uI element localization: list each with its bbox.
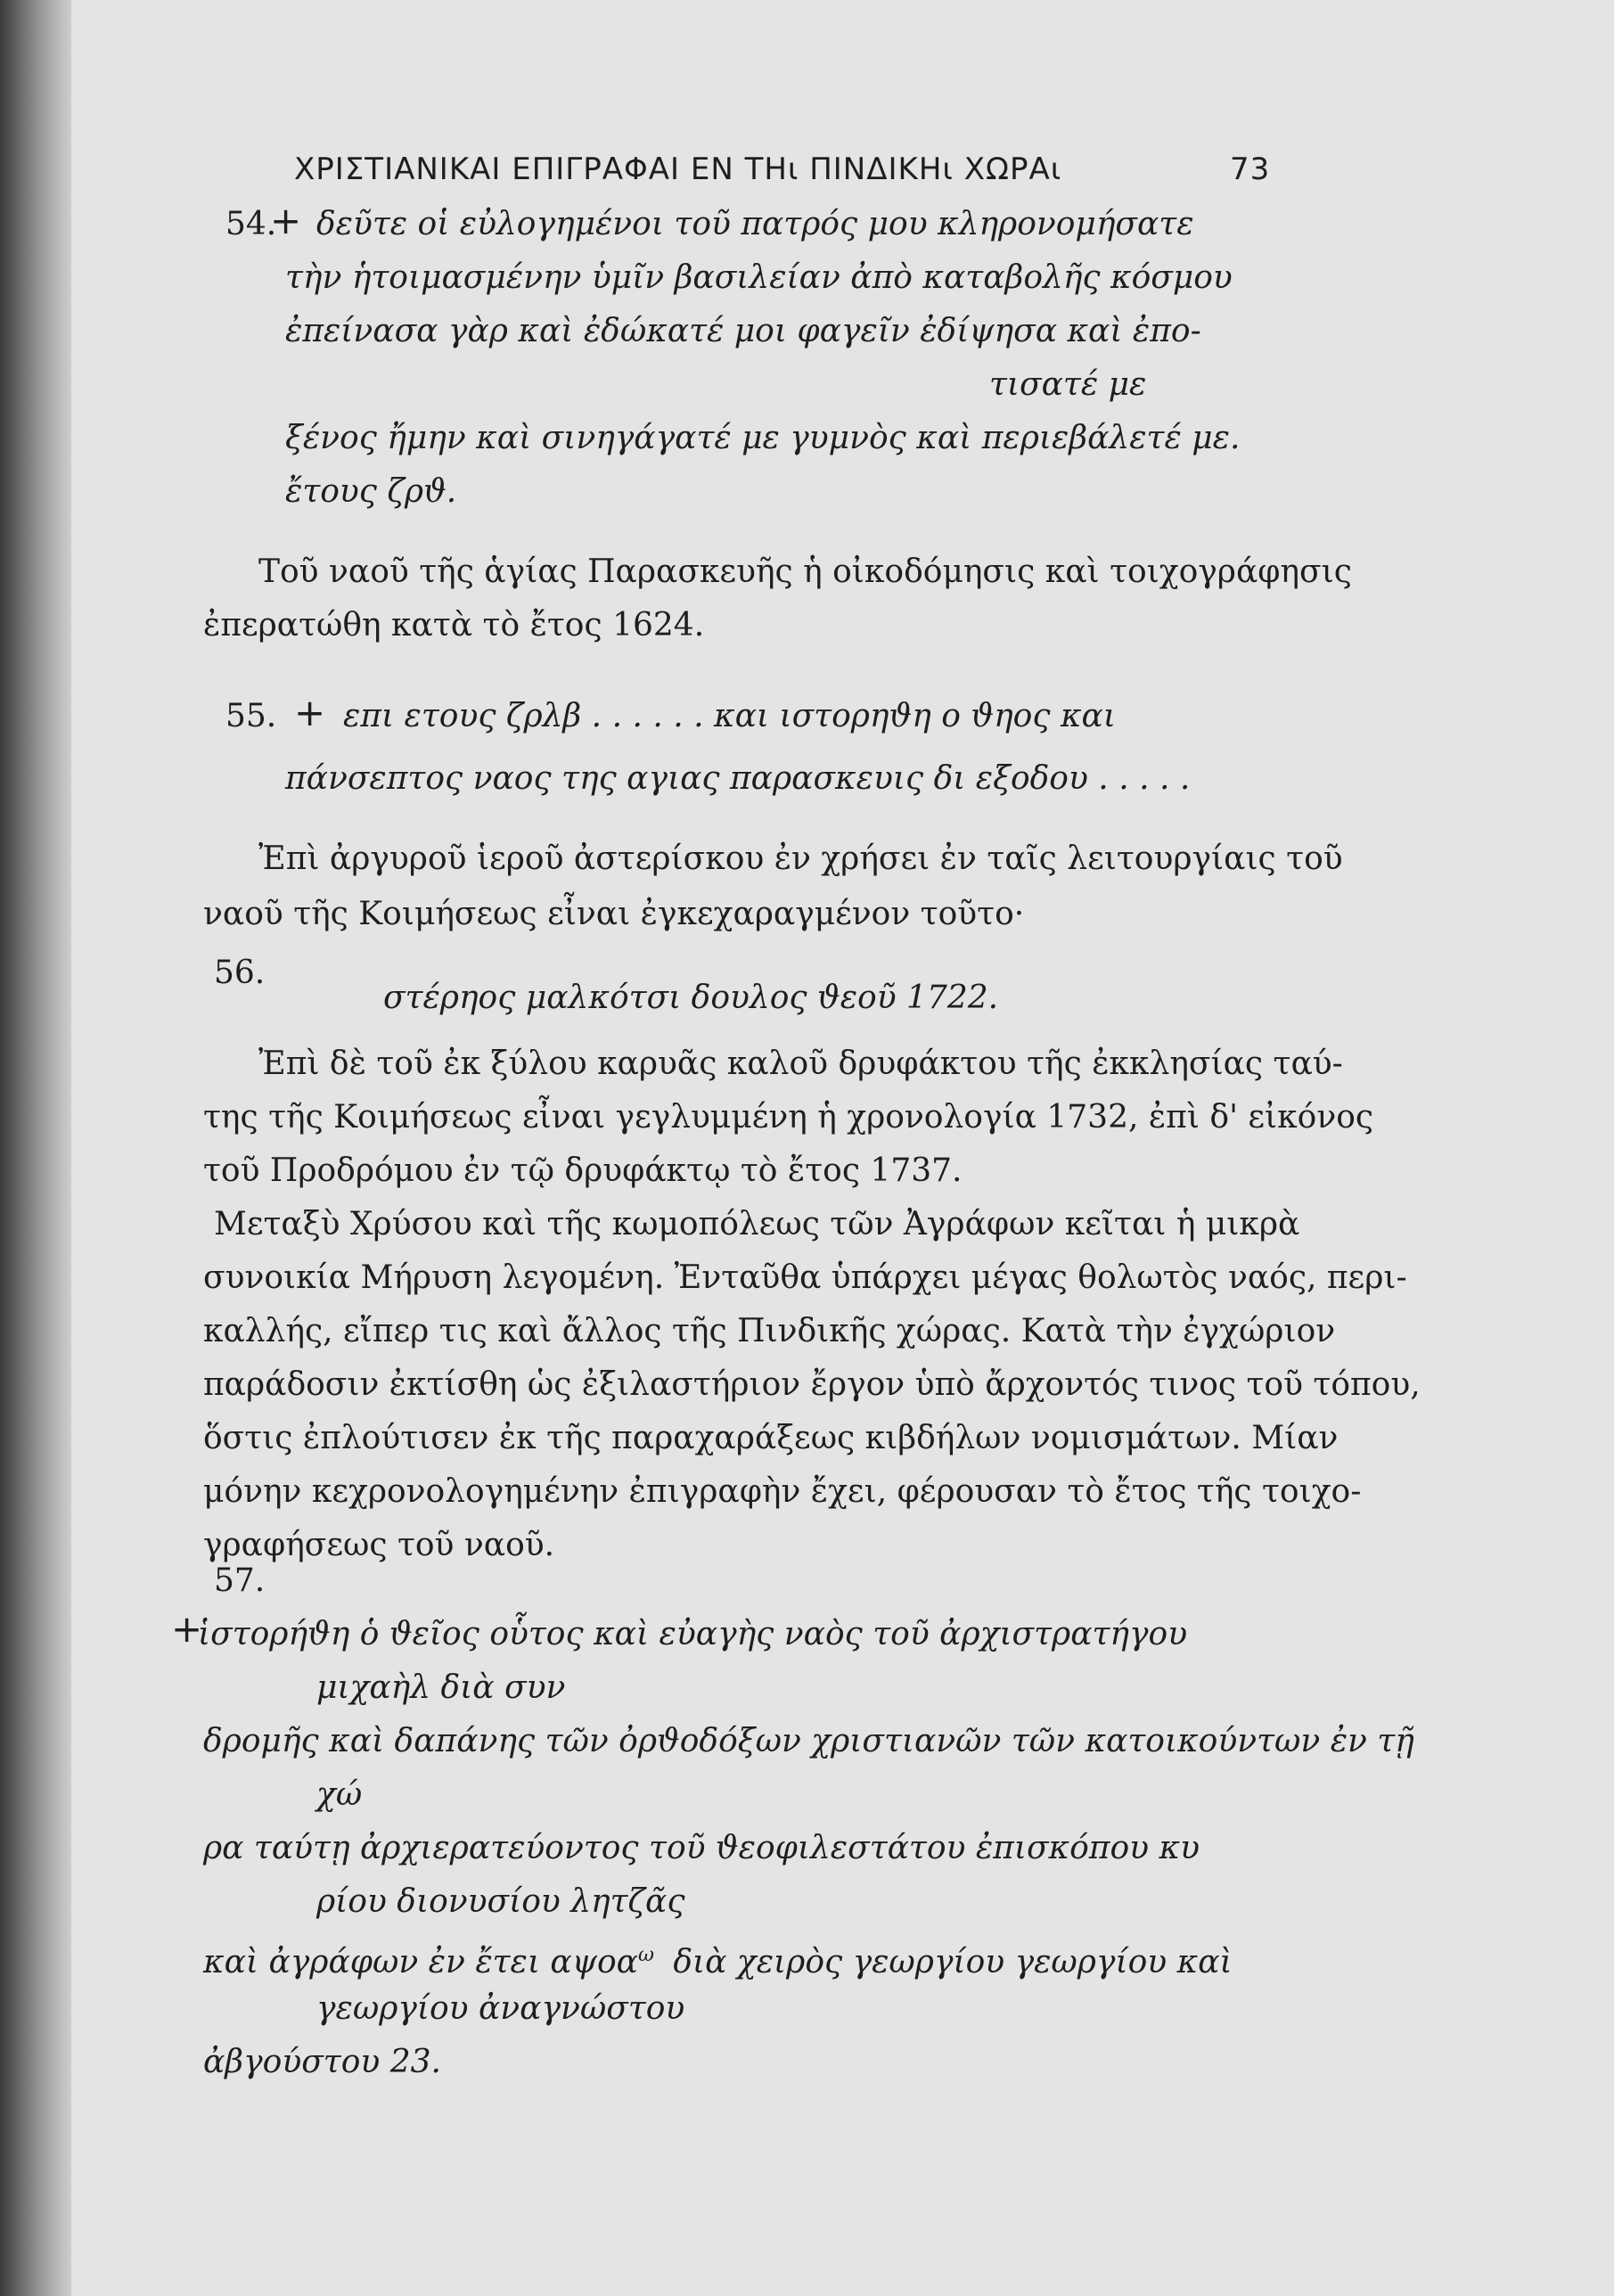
paragraph-line: Ἐπὶ ἀργυροῦ ἱεροῦ ἀστερίσκου ἐν χρήσει ἐν ταῖς λειτουργίαις τοῦ bbox=[258, 840, 1343, 877]
inscription-54-line: ἐπείνασα γὰρ καὶ ἐδώκατέ μοι φαγεῖν ἐδίψησα καὶ ἐπο- bbox=[285, 313, 1201, 349]
inscription-57-date-text: διὰ χειρὸς γεωργίου γεωργίου καὶ bbox=[673, 1944, 1233, 1980]
page-number: 73 bbox=[1230, 152, 1271, 187]
paragraph-line: της τῆς Κοιμήσεως εἶναι γεγλυμμένη ἡ χρονολογία 1732, ἐπὶ δ' εἰκόνος bbox=[203, 1099, 1374, 1136]
inscription-55-number: 55. bbox=[225, 698, 277, 734]
inscription-57-line: χώ bbox=[316, 1776, 363, 1813]
inscription-54-line: τισατέ με bbox=[989, 366, 1147, 403]
cross-symbol: + bbox=[171, 1607, 203, 1651]
paragraph-line: Μεταξὺ Χρύσου καὶ τῆς κωμοπόλεως τῶν Ἀγράφων κεῖται ἡ μικρὰ bbox=[214, 1206, 1300, 1242]
paragraph-line: ναοῦ τῆς Κοιμήσεως εἶναι ἐγκεχαραγμένον τοῦτο· bbox=[203, 896, 1025, 932]
inscription-57-line: δρομῆς καὶ δαπάνης τῶν ὀρϑοδόξων χριστιανῶν τῶν κατοικούντων ἐν τῇ bbox=[203, 1723, 1414, 1759]
cross-symbol: + bbox=[294, 691, 326, 734]
inscription-57-superscript: ω bbox=[637, 1944, 654, 1966]
inscription-55-line: πάνσεπτος ναος της αγιας παρασκευις δι εξοδου . . . . . bbox=[285, 760, 1191, 797]
paragraph-line: μόνην κεχρονολογημένην ἐπιγραφὴν ἔχει, φέρουσαν τὸ ἔτος τῆς τοιχο- bbox=[203, 1473, 1362, 1510]
inscription-57-line bbox=[203, 1936, 1233, 1982]
inscription-55-line: επι ετους ζρλβ . . . . . . και ιστορηϑη ο ϑηος και bbox=[343, 698, 1116, 734]
paragraph-line: παράδοσιν ἐκτίσθη ὡς ἐξιλαστήριον ἔργον ὑπὸ ἄρχοντός τινος τοῦ τόπου, bbox=[203, 1366, 1421, 1403]
running-title: ΧΡΙΣΤΙΑΝΙΚΑΙ ΕΠΙΓΡΑΦΑΙ ΕΝ ΤΗι ΠΙΝΔΙΚΗι ΧΩΡΑι bbox=[294, 152, 1062, 187]
paragraph-line: Ἐπὶ δὲ τοῦ ἐκ ξύλου καρυᾶς καλοῦ δρυφάκτου τῆς ἐκκλησίας ταύ- bbox=[258, 1046, 1343, 1082]
inscription-56-text: στέρηος μαλκότσι δουλος ϑεοῦ 1722. bbox=[383, 980, 999, 1016]
inscription-56-number: 56. bbox=[214, 955, 266, 991]
inscription-57-line: γεωργίου ἀναγνώστου bbox=[316, 1990, 685, 2027]
inscription-57-line: μιχαὴλ διὰ συν bbox=[316, 1669, 566, 1706]
inscription-57-line: ἀβγούστου 23. bbox=[203, 2044, 441, 2080]
inscription-57-line: ἱστορήϑη ὁ ϑεῖος οὗτος καὶ εὐαγὴς ναὸς τοῦ ἀρχιστρατήγου bbox=[198, 1616, 1188, 1652]
inscription-57-line: ρίου διονυσίου λητζᾶς bbox=[316, 1883, 685, 1920]
inscription-57-number: 57. bbox=[214, 1562, 266, 1599]
inscription-54-number: 54. bbox=[225, 206, 277, 242]
inscription-54-line: τὴν ἡτοιμασμένην ὑμῖν βασιλείαν ἀπὸ καταβολῆς κόσμου bbox=[285, 259, 1233, 296]
paragraph-line: καλλής, εἴπερ τις καὶ ἄλλος τῆς Πινδικῆς χώρας. Κατὰ τὴν ἐγχώριον bbox=[203, 1313, 1336, 1349]
paragraph-line: ἐπερατώθη κατὰ τὸ ἔτος 1624. bbox=[203, 607, 705, 644]
inscription-54-line: ἔτους ζρϑ. bbox=[285, 473, 457, 510]
paragraph-line: Τοῦ ναοῦ τῆς ἁγίας Παρασκευῆς ἡ οἰκοδόμησις καὶ τοιχογράφησις bbox=[258, 554, 1352, 590]
inscription-54-line: δεῦτε οἱ εὐλογημένοι τοῦ πατρός μου κληρονομήσατε bbox=[316, 206, 1194, 242]
paragraph-line: γραφήσεως τοῦ ναοῦ. bbox=[203, 1527, 555, 1563]
inscription-57-line: ρα ταύτῃ ἀρχιερατεύοντος τοῦ ϑεοφιλεστάτου ἐπισκόπου κυ bbox=[203, 1830, 1200, 1866]
cross-symbol: + bbox=[270, 199, 302, 242]
paragraph-line: συνοικία Μήρυση λεγομένη. Ἐνταῦθα ὑπάρχει μέγας θολωτὸς ναός, περι- bbox=[203, 1259, 1407, 1296]
book-spine-shadow bbox=[0, 0, 71, 2296]
inscription-57-date-text: καὶ ἀγράφων ἐν ἔτει αψοα bbox=[203, 1944, 638, 1980]
inscription-54-line: ξένος ἤμην καὶ σινηγάγατέ με γυμνὸς καὶ περιεβάλετέ με. bbox=[285, 420, 1241, 456]
paragraph-line: ὅστις ἐπλούτισεν ἐκ τῆς παραχαράξεως κιβδήλων νομισμάτων. Μίαν bbox=[203, 1420, 1339, 1456]
paragraph-line: τοῦ Προδρόμου ἐν τῷ δρυφάκτῳ τὸ ἔτος 1737. bbox=[203, 1152, 963, 1189]
